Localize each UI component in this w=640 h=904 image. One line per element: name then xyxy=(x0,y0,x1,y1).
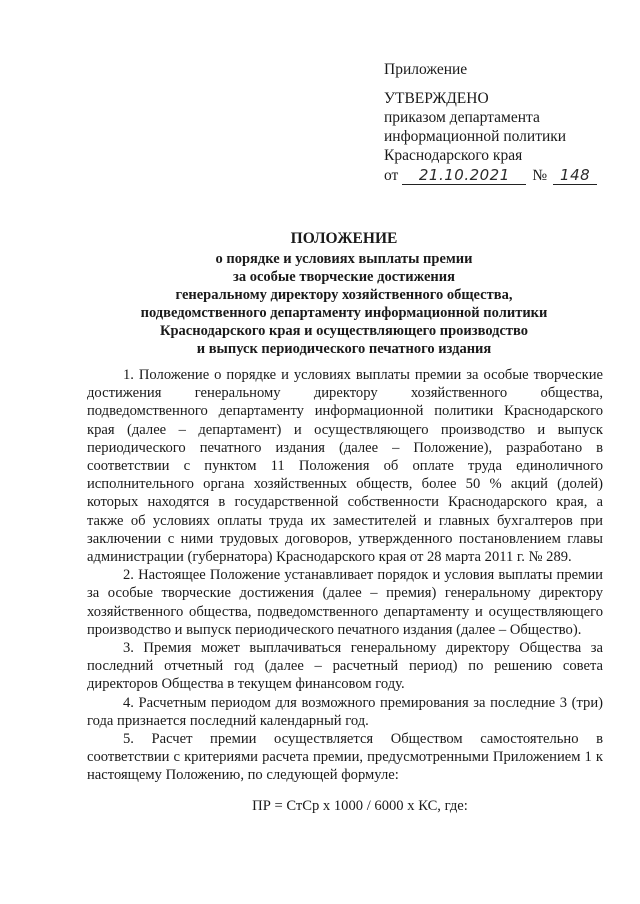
document-title-block xyxy=(90,230,598,358)
paragraph-3: 3. Премия может выплачиваться генеральному директору Общества за последний отчетный год (далее – расчетный период) по решению совета директоров Общества в текущем финансовом году. xyxy=(87,640,603,693)
annex-label: Приложение xyxy=(384,61,468,78)
premium-formula: ПР = СтСр х 1000 / 6000 х КС, где: xyxy=(252,798,468,814)
subtitle-line: Краснодарского края и осуществляющего производство xyxy=(159,323,529,339)
number-sign: № xyxy=(532,167,548,184)
approval-line-3: Краснодарского края xyxy=(384,147,523,164)
subtitle-line: генеральному директору хозяйственного общества, xyxy=(175,287,513,303)
subtitle-line: за особые творческие достижения xyxy=(233,269,455,285)
date-number-line xyxy=(384,166,614,185)
subtitle-line: и выпуск периодического печатного издания xyxy=(196,341,492,357)
paragraph-4: 4. Расчетным периодом для возможного премирования за последние 3 (три) года признается последний календарный год. xyxy=(87,694,603,729)
document-body xyxy=(87,366,603,785)
handwritten-number: 148 xyxy=(553,167,597,185)
approval-line-2: информационной политики xyxy=(384,128,567,145)
paragraph-1: 1. Положение о порядке и условиях выплаты премии за особые творческие достижения генеральному директору хозяйственного общества, подведомственного департаменту информационной политики Краснодарского края (далее – департамент) и осуществляющего производство и выпуск периодического печатного издания (далее – Положение), разработано в соответствии с пунктом 11 Положения об оплате труда единоличного исполнительного органа хозяйственных обществ, более 50 % акций (долей) которых находятся в государственной собственности Краснодарского края, а также об условиях оплаты труда их заместителей и главных бухгалтеров при заключении с ними трудовых договоров, утвержденного постановлением главы администрации (губернатора) Краснодарского края от 28 марта 2011 г. № 289. xyxy=(87,367,603,566)
approval-block xyxy=(384,60,614,185)
handwritten-date: 21.10.2021 xyxy=(402,167,526,185)
approved-label: УТВЕРЖДЕНО xyxy=(384,90,489,107)
subtitle-line: о порядке и условиях выплаты премии xyxy=(215,251,473,267)
approval-line-1: приказом департамента xyxy=(384,109,540,126)
from-label: от xyxy=(384,167,399,184)
document-title: ПОЛОЖЕНИЕ xyxy=(290,230,398,247)
paragraph-2: 2. Настоящее Положение устанавливает порядок и условия выплаты премии за особые творческие достижения (далее – премия) генеральному директору хозяйственного общества, подведомственного департаменту и осуществляющего производство и выпуск периодического печатного издания (далее – Общество). xyxy=(87,567,603,638)
paragraph-5: 5. Расчет премии осуществляется Обществом самостоятельно в соответствии с критериями расчета премии, предусмотренными Приложением 1 к настоящему Положению, по следующей формуле: xyxy=(87,731,603,784)
subtitle-line: подведомственного департаменту информационной политики xyxy=(140,305,548,321)
